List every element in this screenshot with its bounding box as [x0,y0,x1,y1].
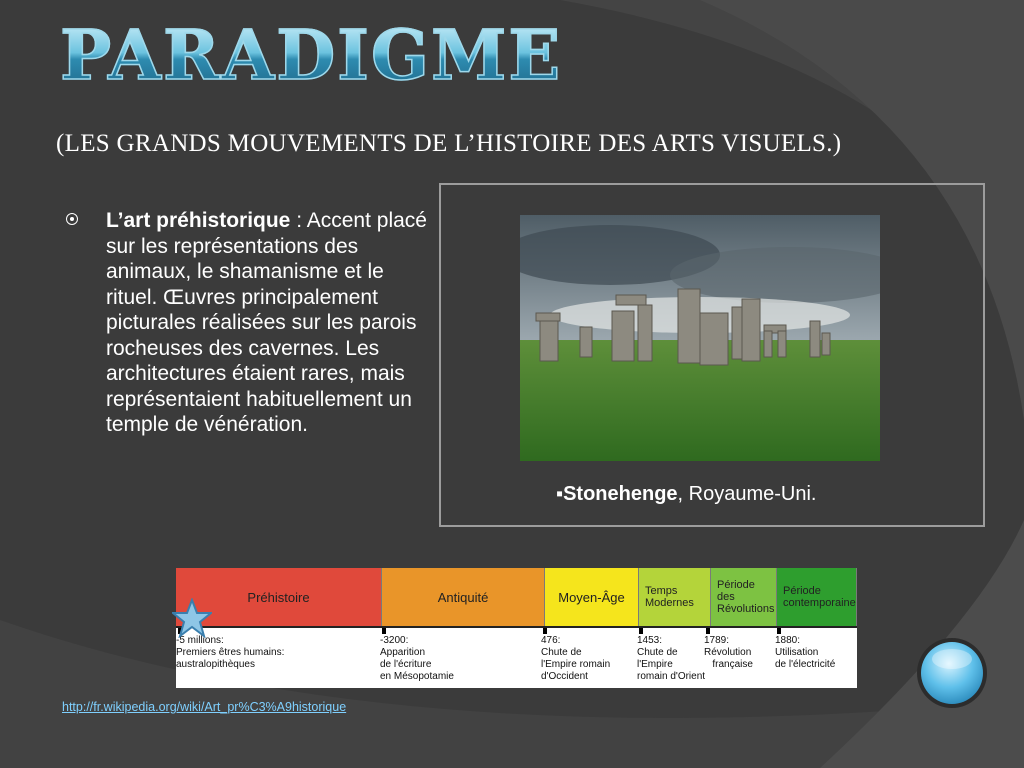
timeline-period-0: Préhistoire [176,568,382,626]
timeline-period-5: Période contemporaine [777,568,857,626]
timeline-period-2: Moyen-Âge [545,568,639,626]
caption-bullet: ▪ [556,483,564,505]
stonehenge-photo [520,215,880,461]
page-subtitle: (LES GRANDS MOUVEMENTS DE L’HISTOIRE DES ARTS VISUELS.) [56,130,842,157]
timeline-tick-5 [777,628,781,634]
timeline-event-0: -5 millions: Premiers êtres humains: australopithèques [176,635,285,670]
page-title: PARADIGME [60,16,563,96]
timeline-period-4: Période des Révolutions [711,568,777,626]
timeline-tick-3 [639,628,643,634]
navigation-orb-button[interactable] [916,637,988,709]
bullet-body: Accent placé sur les représentations des animaux, le shamanisme et le rituel. Œuvres principalement picturales réalisées sur les parois rocheuses des cavernes. Les architectures étaient rares, mais représentaient habituellement un temple de vénération. [106,209,427,436]
caption-country: , Royaume-Uni. [677,483,817,505]
bullet-text [106,208,436,438]
star-icon [172,598,212,638]
timeline-tick-4 [706,628,710,634]
timeline-tick-2 [543,628,547,634]
timeline-event-2: 476: Chute de l'Empire romain d'Occident [541,635,611,682]
timeline-event-3: 1453: Chute de l'Empire romain d'Orient [637,635,706,682]
caption-site-name: Stonehenge [563,483,678,505]
history-timeline [176,568,857,688]
bullet-circle-icon [66,213,78,225]
timeline-event-5: 1880: Utilisation de l'électricité [775,635,836,670]
bullet-separator: : [290,209,303,232]
timeline-event-4: 1789: Révolution française [704,635,753,670]
bullet-list-item [66,208,436,438]
wikipedia-source-link[interactable]: http://fr.wikipedia.org/wiki/Art_pr%C3%A9historique [62,700,347,714]
bullet-heading: L’art préhistorique [106,209,291,232]
timeline-tick-1 [382,628,386,634]
photo-caption [556,482,896,506]
timeline-event-1: -3200: Apparition de l'écriture en Mésopotamie [380,635,454,682]
timeline-period-3: Temps Modernes [639,568,711,626]
timeline-period-1: Antiquité [382,568,545,626]
timeline-axis [176,626,857,628]
